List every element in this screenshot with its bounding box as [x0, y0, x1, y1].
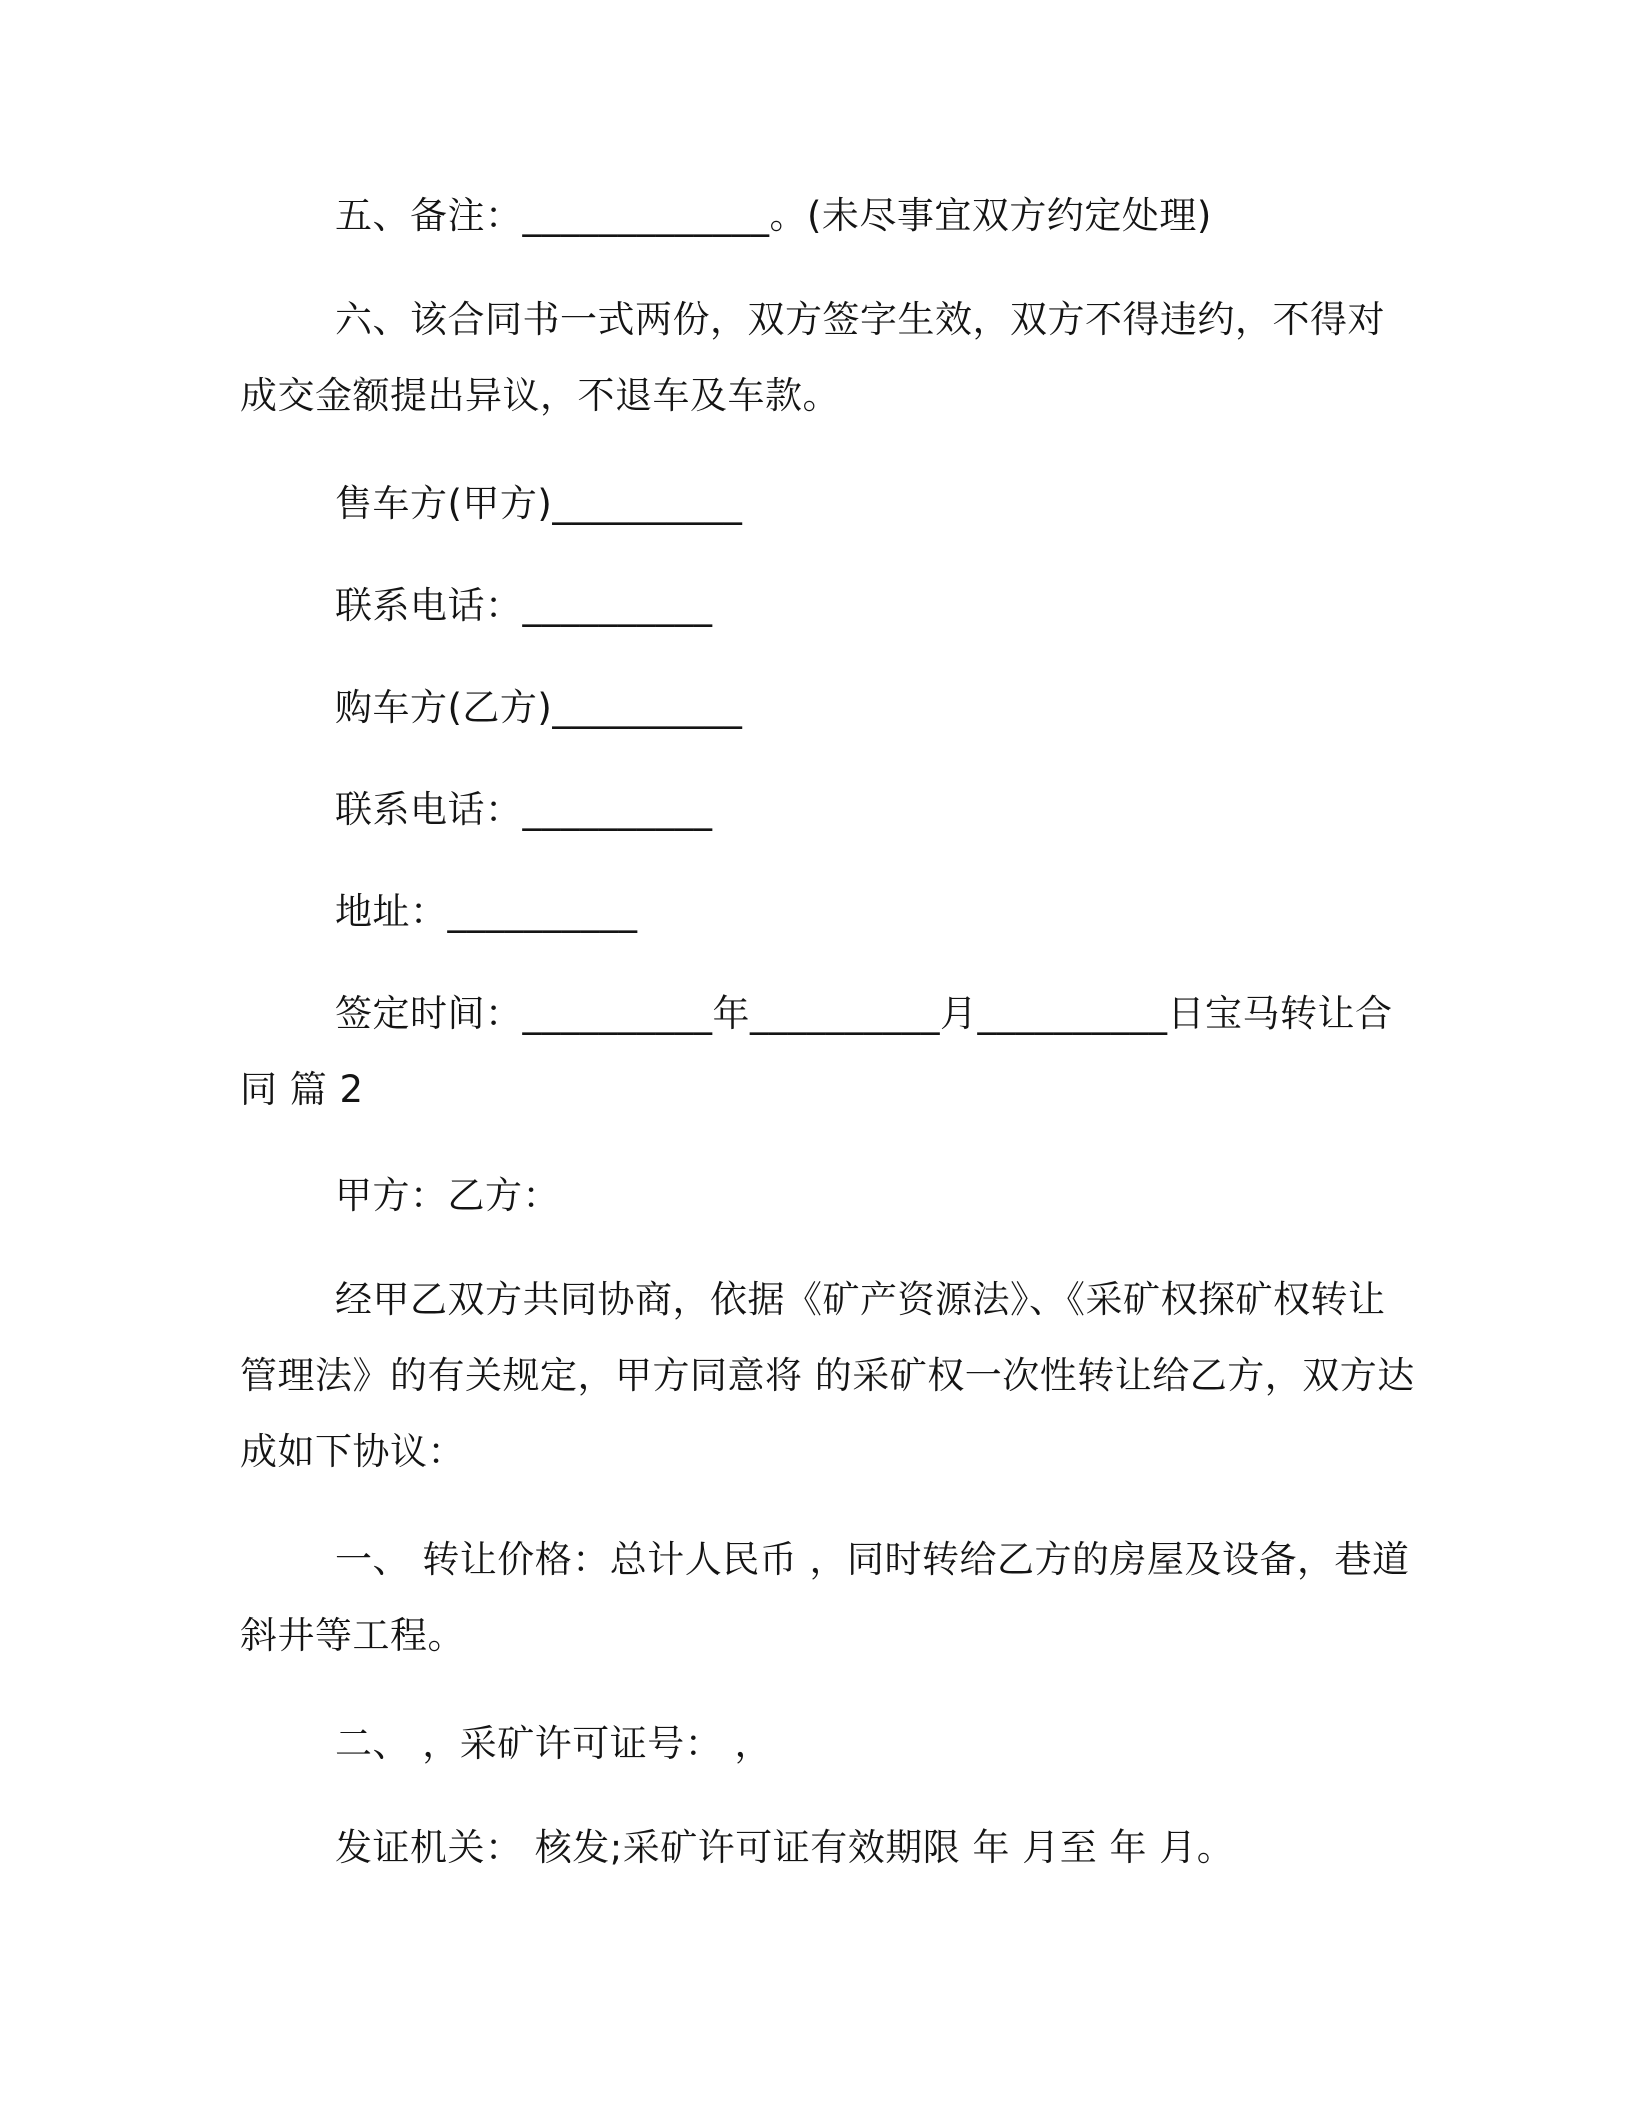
agreement-intro: 经甲乙双方共同协商，依据《矿产资源法》、《采矿权探矿权转让管理法》的有关规定，甲方同意将 的采矿权一次性转让给乙方，双方达成如下协议：: [240, 1278, 1415, 1473]
issuing-authority-line: 发证机关： 核发;采矿许可证有效期限 年 月至 年 月。: [335, 1826, 1235, 1869]
copies-clause: 六、该合同书一式两份，双方签字生效，双方不得违约，不得对成交金额提出异议，不退车及车款。: [240, 298, 1385, 417]
address-line: 地址：__________: [335, 890, 638, 933]
buyer-signature-line: 购车方(乙方)__________: [335, 686, 743, 729]
buyer-phone-line: 联系电话：__________: [335, 788, 713, 831]
remarks-clause: 五、备注：_____________。(未尽事宜双方约定处理): [335, 194, 1212, 237]
seller-phone-line: 联系电话：__________: [335, 584, 713, 627]
signing-date-line: 签定时间：__________年__________月__________日宝马转让合同 篇 2: [240, 992, 1393, 1111]
parties-line: 甲方：乙方：: [335, 1174, 560, 1217]
seller-signature-line: 售车方(甲方)__________: [335, 482, 743, 525]
clause-one-price: 一、 转让价格：总计人民币 ，同时转给乙方的房屋及设备，巷道斜井等工程。: [240, 1538, 1410, 1657]
clause-two-license: 二、 ，采矿许可证号： ，: [335, 1722, 773, 1765]
